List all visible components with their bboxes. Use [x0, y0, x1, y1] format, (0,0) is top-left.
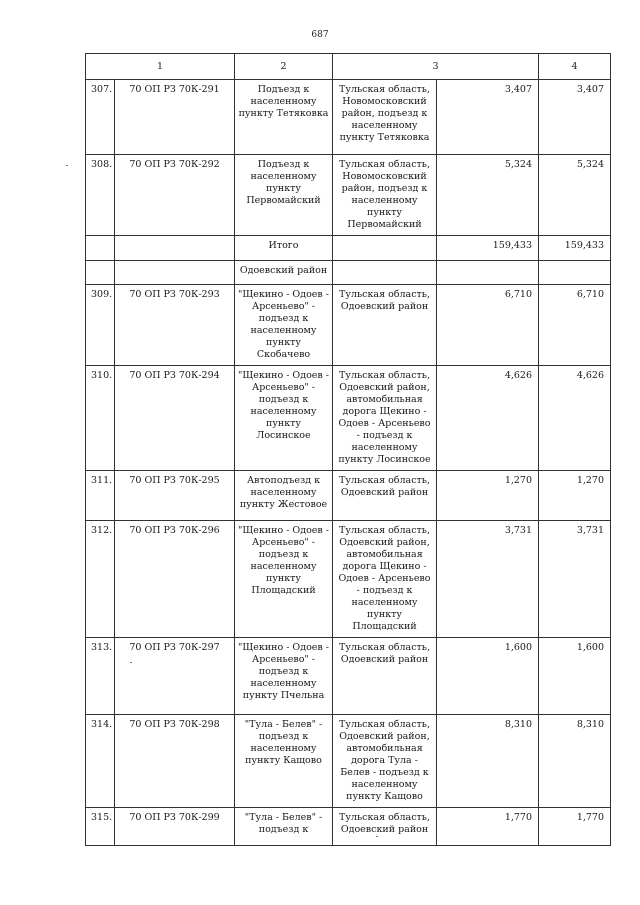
road-location: Тульская область, Одоевский район	[333, 285, 437, 366]
header-col-2: 2	[235, 54, 333, 80]
header-col-4: 4	[539, 54, 611, 80]
row-number: 307.	[86, 80, 115, 155]
road-code	[115, 236, 235, 261]
table-row	[86, 808, 611, 846]
page-number: 687	[311, 30, 329, 40]
road-length-total: 1,270	[539, 471, 611, 521]
road-length	[437, 261, 539, 285]
road-code: 70 ОП РЗ 70К-298	[115, 715, 235, 808]
table-row	[86, 715, 611, 808]
row-number: 314.	[86, 715, 115, 808]
road-code: 70 ОП РЗ 70К-296	[115, 521, 235, 638]
road-location: Тульская область, Одоевский район, автомобильная дорога Тула - Белев - подъезд к населенному пункту Кащово	[333, 715, 437, 808]
total-length-total: 159,433	[539, 236, 611, 261]
total-length: 159,433	[437, 236, 539, 261]
row-number: 315.	[86, 808, 115, 846]
table-row	[86, 521, 611, 638]
road-code: 70 ОП РЗ 70К-292	[115, 155, 235, 236]
road-length: 8,310	[437, 715, 539, 808]
road-length-total: 5,324	[539, 155, 611, 236]
road-length-total: 1,770	[539, 808, 611, 846]
row-number: 308.	[86, 155, 115, 236]
road-location	[333, 261, 437, 285]
roads-table	[85, 53, 611, 846]
scan-speck	[130, 662, 132, 663]
district-label: Одоевский район	[235, 261, 333, 285]
road-code: 70 ОП РЗ 70К-291	[115, 80, 235, 155]
district-row	[86, 261, 611, 285]
road-location: Тульская область, Новомосковский район, подъезд к населенному пункту Первомайский	[333, 155, 437, 236]
road-length-total: 3,731	[539, 521, 611, 638]
road-length: 6,710	[437, 285, 539, 366]
road-length-total: 8,310	[539, 715, 611, 808]
road-length: 3,731	[437, 521, 539, 638]
road-name: "Щекино - Одоев - Арсеньево" - подъезд к населенному пункту Пчельна	[235, 638, 333, 715]
row-number: 310.	[86, 366, 115, 471]
road-location: Тульская область, Новомосковский район, подъезд к населенному пункту Тетяковка	[333, 80, 437, 155]
scan-speck	[376, 836, 378, 837]
table-header-row	[86, 54, 611, 80]
road-length: 1,770	[437, 808, 539, 846]
road-length: 1,600	[437, 638, 539, 715]
road-length: 5,324	[437, 155, 539, 236]
road-length-total: 3,407	[539, 80, 611, 155]
road-code: 70 ОП РЗ 70К-299	[115, 808, 235, 846]
row-number	[86, 236, 115, 261]
road-name: Автоподъезд к населенному пункту Жестовое	[235, 471, 333, 521]
total-row	[86, 236, 611, 261]
road-code: 70 ОП РЗ 70К-294	[115, 366, 235, 471]
table-row	[86, 638, 611, 715]
road-name: "Щекино - Одоев - Арсеньево" - подъезд к населенному пункту Скобачево	[235, 285, 333, 366]
road-name: "Тула - Белев" - подъезд к населенному пункту Кащово	[235, 715, 333, 808]
table-row	[86, 285, 611, 366]
road-length: 1,270	[437, 471, 539, 521]
header-col-3: 3	[333, 54, 539, 80]
row-number	[86, 261, 115, 285]
road-code: 70 ОП РЗ 70К-295	[115, 471, 235, 521]
road-length-total: 6,710	[539, 285, 611, 366]
road-code: 70 ОП РЗ 70К-297	[115, 638, 235, 715]
road-name: Подъезд к населенному пункту Тетяковка	[235, 80, 333, 155]
table-row	[86, 80, 611, 155]
road-location: Тульская область, Одоевский район	[333, 808, 437, 846]
row-number: 312.	[86, 521, 115, 638]
road-location: Тульская область, Одоевский район, автомобильная дорога Щекино - Одоев - Арсеньево - подъезд к населенному пункту Площадский	[333, 521, 437, 638]
row-number: 309.	[86, 285, 115, 366]
road-location: Тульская область, Одоевский район	[333, 638, 437, 715]
table-row	[86, 155, 611, 236]
road-length-total: 1,600	[539, 638, 611, 715]
road-length: 3,407	[437, 80, 539, 155]
row-number: 313.	[86, 638, 115, 715]
total-label: Итого	[235, 236, 333, 261]
road-length-total	[539, 261, 611, 285]
road-name: Подъезд к населенному пункту Первомайский	[235, 155, 333, 236]
road-location: Тульская область, Одоевский район	[333, 471, 437, 521]
road-name: "Щекино - Одоев - Арсеньево" - подъезд к населенному пункту Лосинское	[235, 366, 333, 471]
table-row	[86, 471, 611, 521]
road-length: 4,626	[437, 366, 539, 471]
road-location	[333, 236, 437, 261]
road-length-total: 4,626	[539, 366, 611, 471]
road-location: Тульская область, Одоевский район, автомобильная дорога Щекино - Одоев - Арсеньево - подъезд к населенному пункту Лосинское	[333, 366, 437, 471]
row-number: 311.	[86, 471, 115, 521]
scan-speck	[66, 165, 68, 166]
road-name: "Щекино - Одоев - Арсеньево" - подъезд к населенному пункту Площадский	[235, 521, 333, 638]
road-code: 70 ОП РЗ 70К-293	[115, 285, 235, 366]
road-code	[115, 261, 235, 285]
road-name: "Тула - Белев" - подъезд к	[235, 808, 333, 846]
table-row	[86, 366, 611, 471]
header-col-1: 1	[86, 54, 235, 80]
